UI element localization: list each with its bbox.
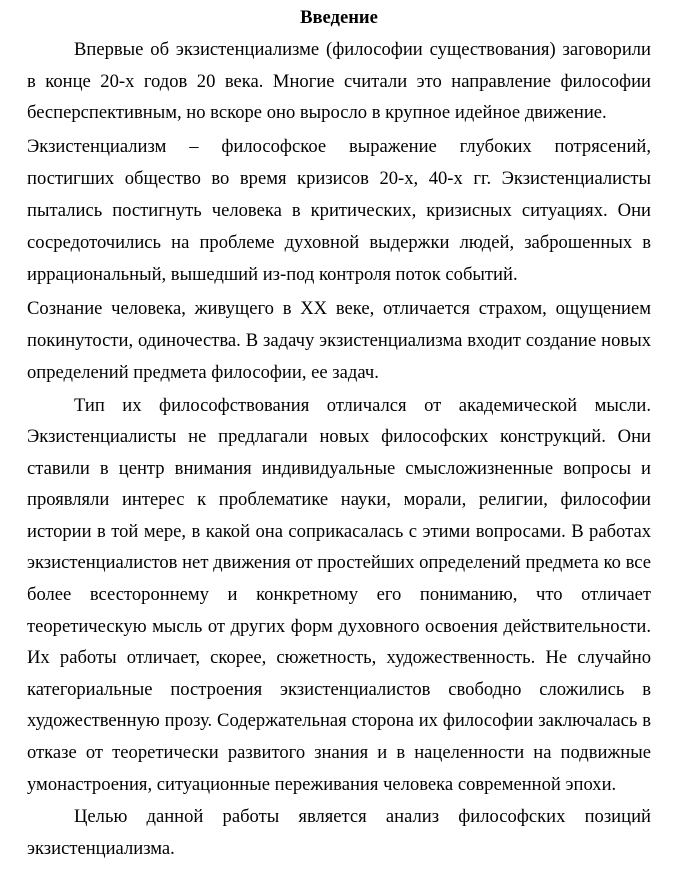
document-title: Введение — [300, 7, 378, 28]
paragraph-consciousness: Сознание человека, живущего в XX веке, отличается страхом, ощущением покинутости, одиночества. В задачу экзистенциализма входит создание новых определений предмета философии, ее задач. — [27, 297, 651, 383]
paragraph-goal: Целью данной работы является анализ философских позиций экзистенциализма. — [27, 806, 651, 860]
paragraph-definition: Экзистенциализм – философское выражение глубоких потрясений, постигших общество во время кризисов 20-х, 40-х гг. Экзистенциалисты пытались постигнуть человека в критических, кризисных ситуациях. Они сосредоточились на проблеме духовной выдержки людей, заброшенных в иррациональный, вышедший из-под контроля поток событий. — [27, 135, 651, 285]
paragraph-philosophy-type: Тип их философствования отличался от академической мысли. Экзистенциалисты не предлагали новых философских конструкций. Они ставили в центр внимания индивидуальные смысложизненные вопросы и проявляли интерес к проблематике науки, морали, религии, философии истории в той мере, в какой она соприкасалась с этими вопросами. В работах экзистенциалистов нет движения от простейших определений предмета ко все более всестороннему и конкретному его пониманию, что отличает теоретическую мысль от других форм духовного освоения действительности. Их работы отличает, скорее, сюжетность, художественность. Не случайно категориальные построения экзистенциалистов свободно сложились в художественную прозу. Содержательная сторона их философии заключалась в отказе от теоретически развитого знания и в нацеленности на подвижные умонастроения, ситуационные переживания человека современной эпохи. — [27, 394, 651, 795]
paragraph-intro: Впервые об экзистенциализме (философии существования) заговорили в конце 20-х годов 20 века. Многие считали это направление философии бесперспективным, но вскоре оно выросло в крупное идейное движение. — [27, 39, 651, 123]
